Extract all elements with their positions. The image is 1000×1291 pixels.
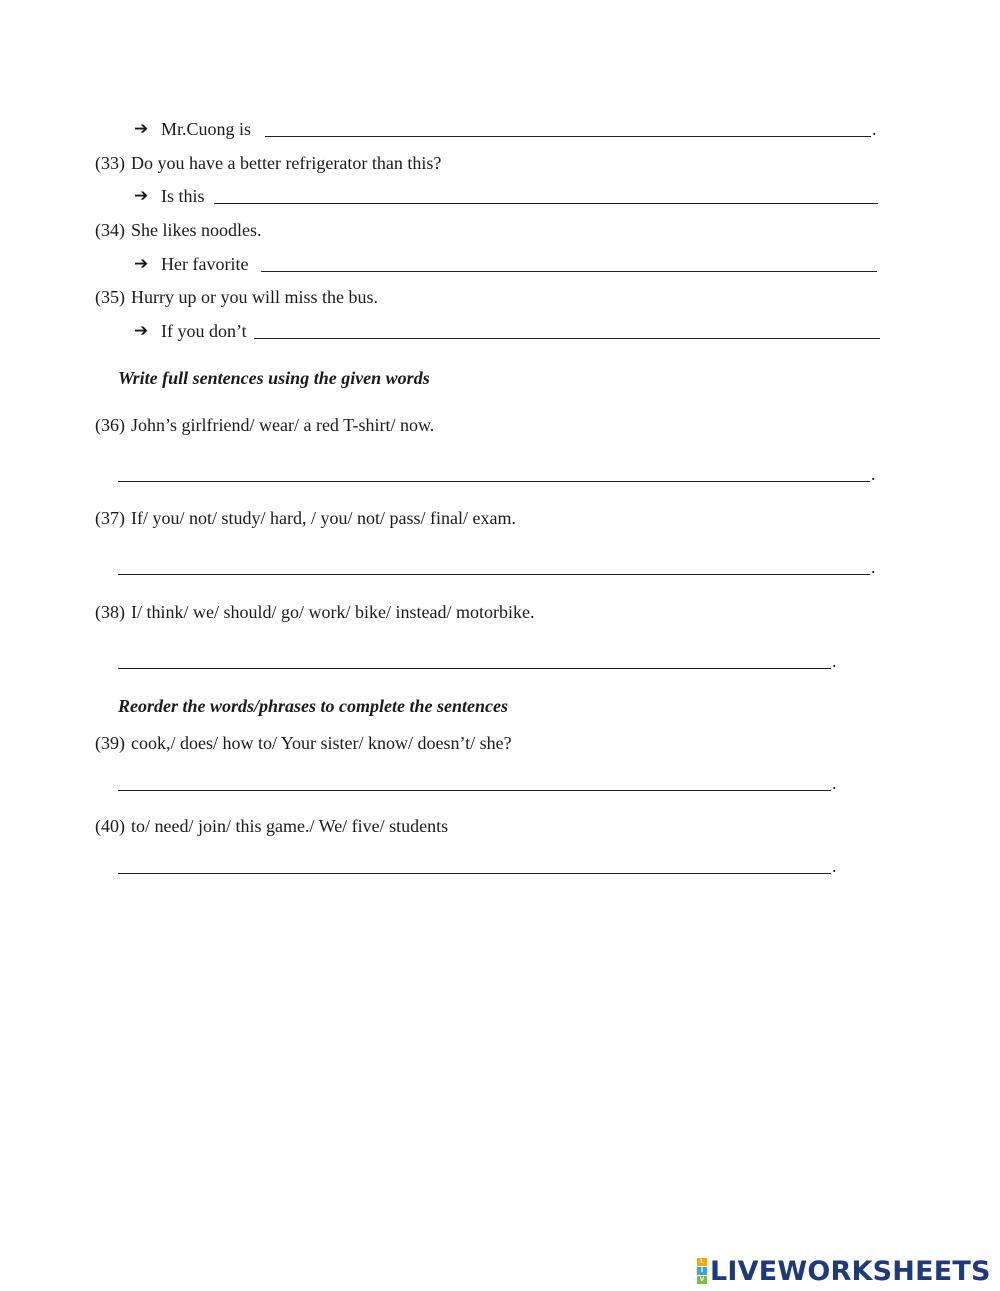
arrow-icon: ➔ <box>134 254 149 274</box>
question-number-37: (37) <box>95 508 125 528</box>
question-text-36: John’s girlfriend/ wear/ a red T-shirt/ now. <box>131 415 435 435</box>
prompt-33: Is this <box>161 186 205 206</box>
answer-line-33[interactable] <box>214 203 878 204</box>
answer-line-32[interactable] <box>265 136 871 137</box>
period: . <box>872 119 877 139</box>
arrow-icon: ➔ <box>134 119 149 139</box>
question-number-33: (33) <box>95 153 125 173</box>
question-text-39: cook,/ does/ how to/ Your sister/ know/ doesn’t/ she? <box>131 733 512 753</box>
period: . <box>832 856 837 876</box>
question-number-38: (38) <box>95 602 125 622</box>
section-heading-reorder: Reorder the words/phrases to complete the sentences <box>118 696 508 716</box>
question-text-34: She likes noodles. <box>131 220 262 240</box>
arrow-icon: ➔ <box>134 186 149 206</box>
logo-square-i: I <box>697 1267 707 1275</box>
period: . <box>871 464 876 484</box>
prompt-32: Mr.Cuong is <box>161 119 252 139</box>
logo-square-v: V <box>697 1276 707 1284</box>
answer-line-37[interactable] <box>118 574 870 575</box>
answer-line-34[interactable] <box>261 271 877 272</box>
answer-line-40[interactable] <box>118 873 831 874</box>
question-text-38: I/ think/ we/ should/ go/ work/ bike/ instead/ motorbike. <box>131 602 535 622</box>
period: . <box>832 773 837 793</box>
question-number-39: (39) <box>95 733 125 753</box>
section-heading-write: Write full sentences using the given words <box>118 368 430 388</box>
question-number-34: (34) <box>95 220 125 240</box>
question-number-35: (35) <box>95 287 125 307</box>
question-text-35: Hurry up or you will miss the bus. <box>131 287 378 307</box>
question-number-36: (36) <box>95 415 125 435</box>
question-text-33: Do you have a better refrigerator than this? <box>131 153 442 173</box>
logo-square-l: L <box>697 1258 707 1266</box>
answer-line-35[interactable] <box>254 338 880 339</box>
period: . <box>832 651 837 671</box>
logo-text: LIVEWORKSHEETS <box>710 1255 991 1287</box>
answer-line-38[interactable] <box>118 668 831 669</box>
question-text-40: to/ need/ join/ this game./ We/ five/ students <box>131 816 449 836</box>
logo-squares-icon <box>697 1258 707 1284</box>
answer-line-39[interactable] <box>118 790 831 791</box>
question-number-40: (40) <box>95 816 125 836</box>
answer-line-36[interactable] <box>118 481 870 482</box>
period: . <box>871 557 876 577</box>
prompt-34: Her favorite <box>161 254 249 274</box>
prompt-35: If you don’t <box>161 321 247 341</box>
question-text-37: If/ you/ not/ study/ hard, / you/ not/ pass/ final/ exam. <box>131 508 516 528</box>
liveworksheets-logo <box>697 1254 991 1288</box>
arrow-icon: ➔ <box>134 321 149 341</box>
